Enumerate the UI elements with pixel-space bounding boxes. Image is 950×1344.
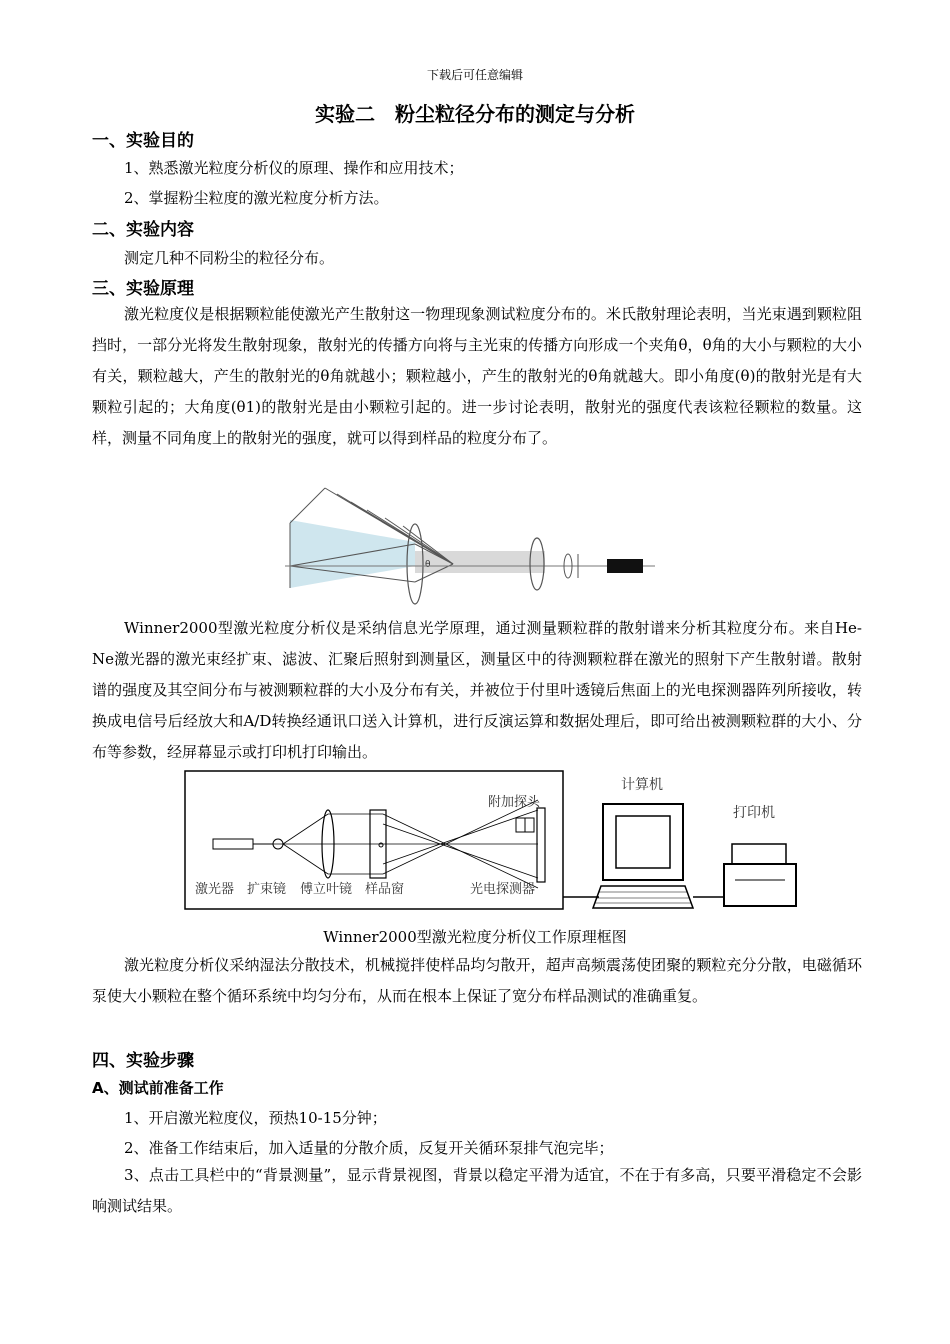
header-watermark: 下载后可任意编辑: [426, 68, 523, 82]
section-heading-principle: 三、实验原理: [92, 279, 194, 299]
computer-screen: [616, 816, 670, 868]
step-item-3: 3、点击工具栏中的“背景测量”，显示背景视图，背景以稳定平滑为适宜，不在于有多高，只要平滑稳定不会影响测试结果。: [92, 1166, 862, 1215]
principle-paragraph-1: 激光粒度仪是根据颗粒能使激光产生散射这一物理现象测试粒度分布的。米氏散射理论表明，当光束遇到颗粒阻挡时，一部分光将发生散射现象，散射光的传播方向将与主光束的传播方向形成一个夹角θ，θ角的大小与颗粒的大小有关，颗粒越大，产生的散射光的θ角就越小；颗粒越小，产生的散射光的θ角就越大。即小角度(θ)的散射光是有大颗粒引起的；大角度(θ1)的散射光是由小颗粒引起的。进一步讨论表明，散射光的强度代表该粒径颗粒的数量。这样，测量不同角度上的散射光的强度，就可以得到样品的粒度分布了。: [92, 305, 862, 447]
laser-label: 激光器: [195, 882, 235, 897]
computer-label: 计算机: [621, 777, 663, 793]
printer-top: [732, 844, 786, 864]
window-label: 样品窗: [365, 882, 405, 897]
expander-label: 扩束镜: [247, 882, 287, 897]
lens-label: 傅立叶镜: [300, 882, 353, 897]
purpose-item-2: 2、掌握粉尘粒度的激光粒度分析方法。: [124, 189, 389, 207]
printer-body: [724, 864, 796, 906]
section-heading-purpose: 一、实验目的: [92, 131, 194, 151]
figure-caption: Winner2000型激光粒度分析仪工作原理框图: [323, 928, 627, 946]
sample-particle: [379, 843, 383, 847]
principle-paragraph-2: Winner2000型激光粒度分析仪是采纳信息光学原理，通过测量颗粒群的散射谱来分析其粒度分布。来自He-Ne激光器的激光束经扩束、滤波、汇聚后照射到测量区，测量区中的待测颗粒群在激光的照射下产生散射谱。散射谱的强度及其空间分布与被测颗粒群的大小及分布有关，并被位于付里叶透镜后焦面上的光电探测器阵列所接收，转换成电信号后经放大和A/D转换经通讯口送入计算机，进行反演运算和数据处理后，即可给出被测颗粒群的大小、分布等参数，经屏幕显示或打印机打印输出。: [92, 619, 862, 761]
principle-paragraph-3: 激光粒度分析仪采纳湿法分散技术，机械搅拌使样品均匀散开，超声高频震荡使团聚的颗粒充分分散，电磁循环泵使大小颗粒在整个循环系统中均匀分布，从而在根本上保证了宽分布样品测试的准确重复。: [92, 956, 862, 1005]
scattering-diagram: [285, 486, 660, 608]
section-heading-content: 二、实验内容: [92, 220, 194, 240]
beam-rays: [273, 800, 538, 888]
laser-box: [213, 839, 253, 849]
computer-keyboard: [593, 886, 693, 908]
principle-block-diagram: [183, 768, 803, 912]
probe-label: 附加探头: [488, 795, 541, 810]
purpose-item-1: 1、熟悉激光粒度分析仪的原理、操作和应用技术；: [124, 159, 464, 177]
content-text: 测定几种不同粉尘的粒径分布。: [124, 249, 335, 267]
section-heading-steps: 四、实验步骤: [92, 1051, 194, 1071]
subheading-preparation: A、测试前准备工作: [92, 1079, 224, 1097]
detector-array: [537, 808, 545, 882]
detector-label: 光电探测器: [470, 882, 536, 897]
keyboard-keys: [595, 892, 691, 903]
page-title: 实验二 粉尘粒径分布的测定与分析: [315, 102, 635, 126]
step-item-1: 1、开启激光粒度仪，预热10-15分钟；: [124, 1109, 387, 1127]
step-item-2: 2、准备工作结束后，加入适量的分散介质，反复开关循环泵排气泡完毕；: [124, 1139, 614, 1157]
theta-label: θ: [425, 560, 431, 570]
laser-source: [607, 559, 643, 573]
printer-label: 打印机: [733, 805, 775, 821]
